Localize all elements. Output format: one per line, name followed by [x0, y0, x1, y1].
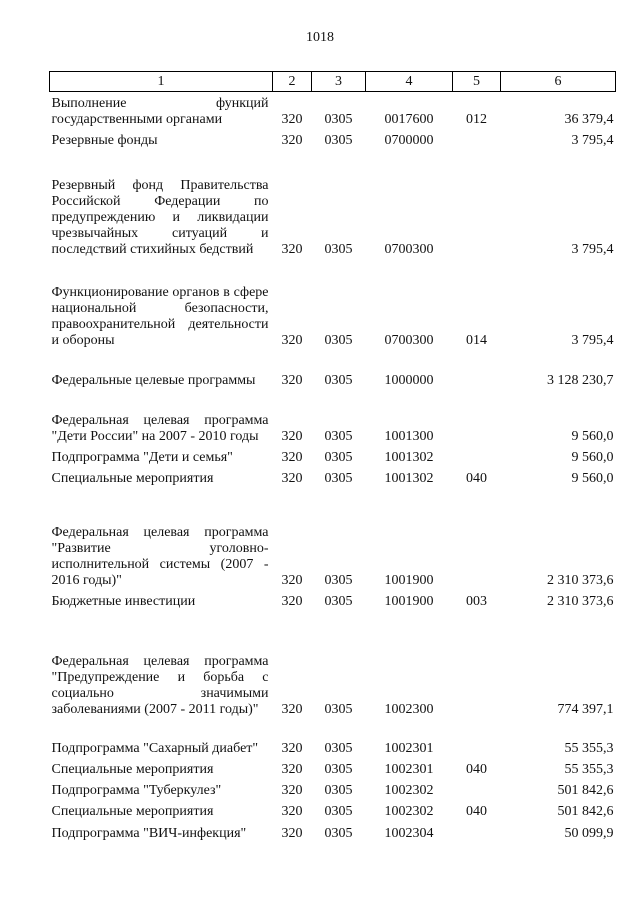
header-cell-2: 2 [273, 72, 312, 92]
row-expense-code: 040 [466, 470, 487, 486]
table-row [50, 799, 616, 820]
row-expense-code [453, 487, 501, 589]
header-cell-6: 6 [501, 72, 616, 92]
row-amount: 2 310 373,6 [547, 593, 614, 609]
row-expense-code [453, 718, 501, 757]
row-target-code: 1000000 [384, 372, 434, 388]
row-target-code: 1002301 [384, 740, 434, 756]
row-section-code: 0305 [324, 428, 353, 444]
table-row [50, 487, 616, 589]
budget-table [49, 71, 616, 842]
row-expense-code [453, 149, 501, 258]
table-row [50, 610, 616, 718]
table-row [50, 820, 616, 842]
row-target-code: 0700300 [384, 241, 434, 257]
row-name: Федеральная целевая программа "Дети России" на 2007 - 2010 годы [51, 412, 269, 444]
row-section-code: 0305 [324, 593, 353, 609]
row-section-code: 0305 [324, 803, 353, 819]
row-expense-code [453, 349, 501, 389]
row-name: Резервные фонды [51, 132, 158, 148]
table-row [50, 589, 616, 610]
row-section-code: 0305 [324, 740, 353, 756]
row-section-code: 0305 [324, 470, 353, 486]
row-amount: 3 795,4 [571, 332, 614, 348]
row-amount: 50 099,9 [564, 825, 614, 841]
row-target-code: 0700000 [384, 132, 434, 148]
row-name: Подпрограмма "ВИЧ-инфекция" [51, 825, 247, 841]
table-row [50, 349, 616, 389]
row-name: Федеральная целевая программа "Предупреждение и борьба с социально значимыми заболеваниями (2007 - 2011 годы)" [51, 653, 269, 717]
row-target-code: 1001900 [384, 593, 434, 609]
header-cell-3: 3 [312, 72, 366, 92]
row-section-code: 0305 [324, 761, 353, 777]
row-expense-code: 040 [466, 761, 487, 777]
table-row [50, 778, 616, 799]
row-name: Специальные мероприятия [51, 470, 214, 486]
row-expense-code: 012 [466, 111, 487, 127]
table-row [50, 466, 616, 487]
header-cell-4: 4 [366, 72, 453, 92]
row-amount: 36 379,4 [564, 111, 614, 127]
row-name: Федеральные целевые программы [51, 372, 256, 388]
table-row [50, 718, 616, 757]
row-amount: 3 795,4 [571, 241, 614, 257]
header-row [50, 72, 616, 92]
row-ministry-code: 320 [281, 572, 303, 588]
row-amount: 9 560,0 [571, 449, 614, 465]
row-amount: 55 355,3 [564, 740, 614, 756]
row-target-code: 1002300 [384, 701, 434, 717]
row-name: Подпрограмма "Туберкулез" [51, 782, 222, 798]
row-expense-code [453, 128, 501, 149]
row-name: Специальные мероприятия [51, 803, 214, 819]
row-target-code: 1001900 [384, 572, 434, 588]
row-amount: 3 795,4 [571, 132, 614, 148]
row-section-code: 0305 [324, 825, 353, 841]
row-ministry-code: 320 [281, 449, 303, 465]
page-number: 1018 [306, 30, 334, 45]
row-ministry-code: 320 [281, 241, 303, 257]
row-amount: 3 128 230,7 [547, 372, 614, 388]
table-row [50, 258, 616, 349]
row-ministry-code: 320 [281, 332, 303, 348]
row-ministry-code: 320 [281, 825, 303, 841]
row-amount: 501 842,6 [557, 782, 614, 798]
row-name: Специальные мероприятия [51, 761, 214, 777]
header-cell-5: 5 [453, 72, 501, 92]
row-amount: 501 842,6 [557, 803, 614, 819]
row-target-code: 1002302 [384, 803, 434, 819]
row-expense-code: 040 [466, 803, 487, 819]
row-ministry-code: 320 [281, 740, 303, 756]
row-name: Бюджетные инвестиции [51, 593, 196, 609]
row-ministry-code: 320 [281, 428, 303, 444]
row-ministry-code: 320 [281, 803, 303, 819]
row-ministry-code: 320 [281, 111, 303, 127]
table-row [50, 149, 616, 258]
table-row [50, 389, 616, 445]
row-target-code: 1001302 [384, 470, 434, 486]
row-name: Подпрограмма "Сахарный диабет" [51, 740, 259, 756]
table-row [50, 757, 616, 778]
row-amount: 774 397,1 [557, 701, 614, 717]
row-target-code: 1002301 [384, 761, 434, 777]
row-section-code: 0305 [324, 132, 353, 148]
row-target-code: 1002304 [384, 825, 434, 841]
table-row [50, 445, 616, 466]
table-row [50, 128, 616, 149]
row-target-code: 0700300 [384, 332, 434, 348]
row-name: Функционирование органов в сфере национальной безопасности, правоохранительной деятельности и обороны [51, 284, 269, 348]
row-target-code: 1002302 [384, 782, 434, 798]
row-ministry-code: 320 [281, 701, 303, 717]
row-section-code: 0305 [324, 701, 353, 717]
row-target-code: 1001302 [384, 449, 434, 465]
row-ministry-code: 320 [281, 470, 303, 486]
row-expense-code: 014 [466, 332, 487, 348]
table-row [50, 92, 616, 128]
row-expense-code [453, 389, 501, 445]
row-ministry-code: 320 [281, 372, 303, 388]
row-name: Федеральная целевая программа "Развитие уголовно-исполнительной системы (2007 - 2016 годы)" [51, 524, 269, 588]
row-section-code: 0305 [324, 241, 353, 257]
row-target-code: 1001300 [384, 428, 434, 444]
row-section-code: 0305 [324, 572, 353, 588]
row-section-code: 0305 [324, 782, 353, 798]
row-ministry-code: 320 [281, 761, 303, 777]
row-name: Выполнение функций государственными органами [51, 95, 269, 127]
row-section-code: 0305 [324, 449, 353, 465]
row-expense-code [453, 820, 501, 842]
row-expense-code [453, 778, 501, 799]
row-ministry-code: 320 [281, 132, 303, 148]
row-expense-code: 003 [466, 593, 487, 609]
row-name: Подпрограмма "Дети и семья" [51, 449, 233, 465]
row-amount: 9 560,0 [571, 428, 614, 444]
row-expense-code [453, 610, 501, 718]
row-amount: 9 560,0 [571, 470, 614, 486]
row-ministry-code: 320 [281, 593, 303, 609]
row-section-code: 0305 [324, 111, 353, 127]
row-ministry-code: 320 [281, 782, 303, 798]
row-amount: 2 310 373,6 [547, 572, 614, 588]
row-amount: 55 355,3 [564, 761, 614, 777]
row-section-code: 0305 [324, 332, 353, 348]
row-section-code: 0305 [324, 372, 353, 388]
row-target-code: 0017600 [384, 111, 434, 127]
header-cell-1: 1 [50, 72, 273, 92]
row-expense-code [453, 445, 501, 466]
row-name: Резервный фонд Правительства Российской Федерации по предупреждению и ликвидации чрезвычайных ситуаций и последствий стихийных бедствий [51, 177, 269, 257]
